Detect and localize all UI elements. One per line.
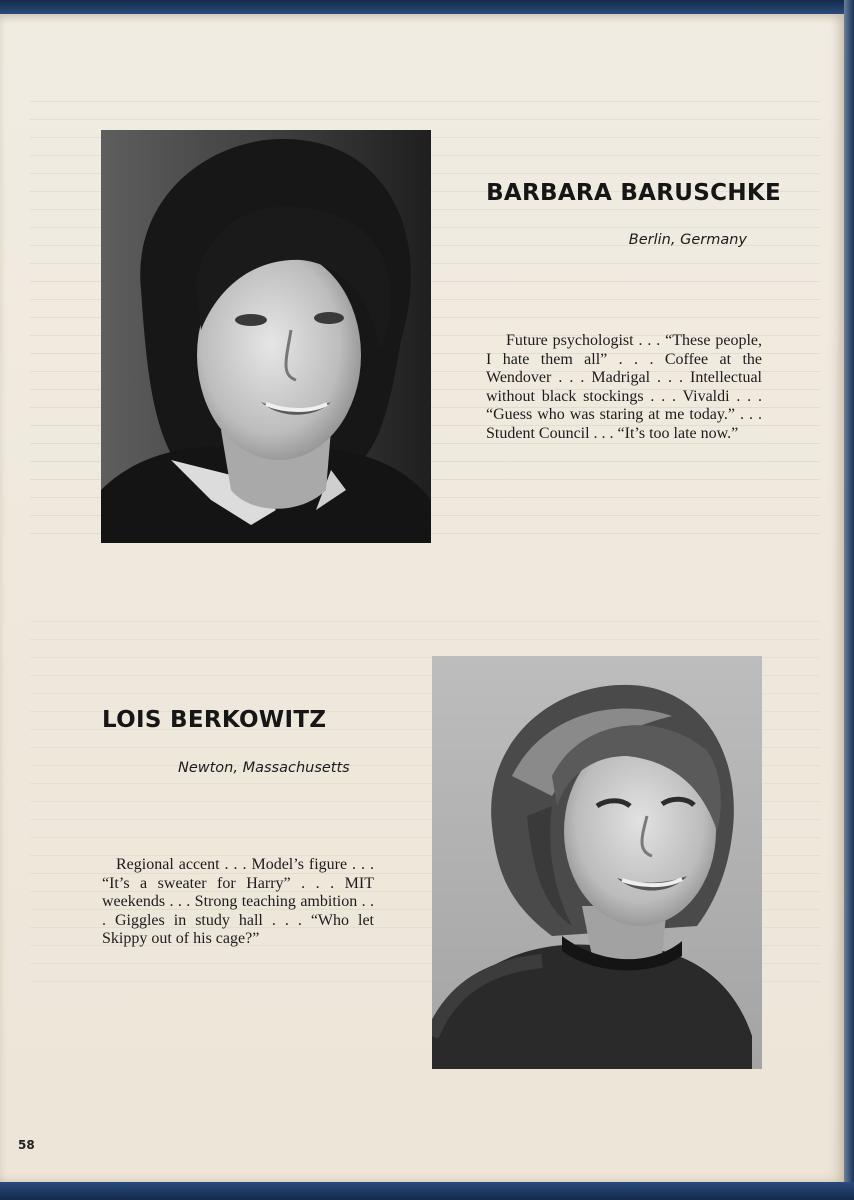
page-number: 58 (18, 1138, 35, 1152)
student-name: LOIS BERKOWITZ (102, 707, 327, 733)
right-binding-edge (844, 0, 854, 1200)
yearbook-page (0, 14, 844, 1182)
top-binding-edge (0, 0, 854, 14)
student-hometown: Newton, Massachusetts (178, 760, 350, 776)
student-bio: Regional accent . . . Model’s figure . . . “It’s a sweater for Harry” . . . MIT weekends . . . Strong teaching ambition . . . Giggles in study hall . . . “Who let Skippy out of his cage?” (102, 856, 374, 948)
portrait-photo-barbara (101, 130, 431, 543)
portrait-photo-lois (432, 656, 762, 1069)
student-name: BARBARA BARUSCHKE (486, 180, 781, 206)
bottom-binding-edge (0, 1182, 854, 1200)
student-bio: Future psychologist . . . “These people, I hate them all” . . . Coffee at the Wendover . . . Madrigal . . . Intellectual without black stockings . . . Vivaldi . . . “Guess who was staring at me today.” . . . Student Council . . . “It’s too late now.” (486, 332, 762, 442)
student-hometown: Berlin, Germany (628, 232, 747, 248)
